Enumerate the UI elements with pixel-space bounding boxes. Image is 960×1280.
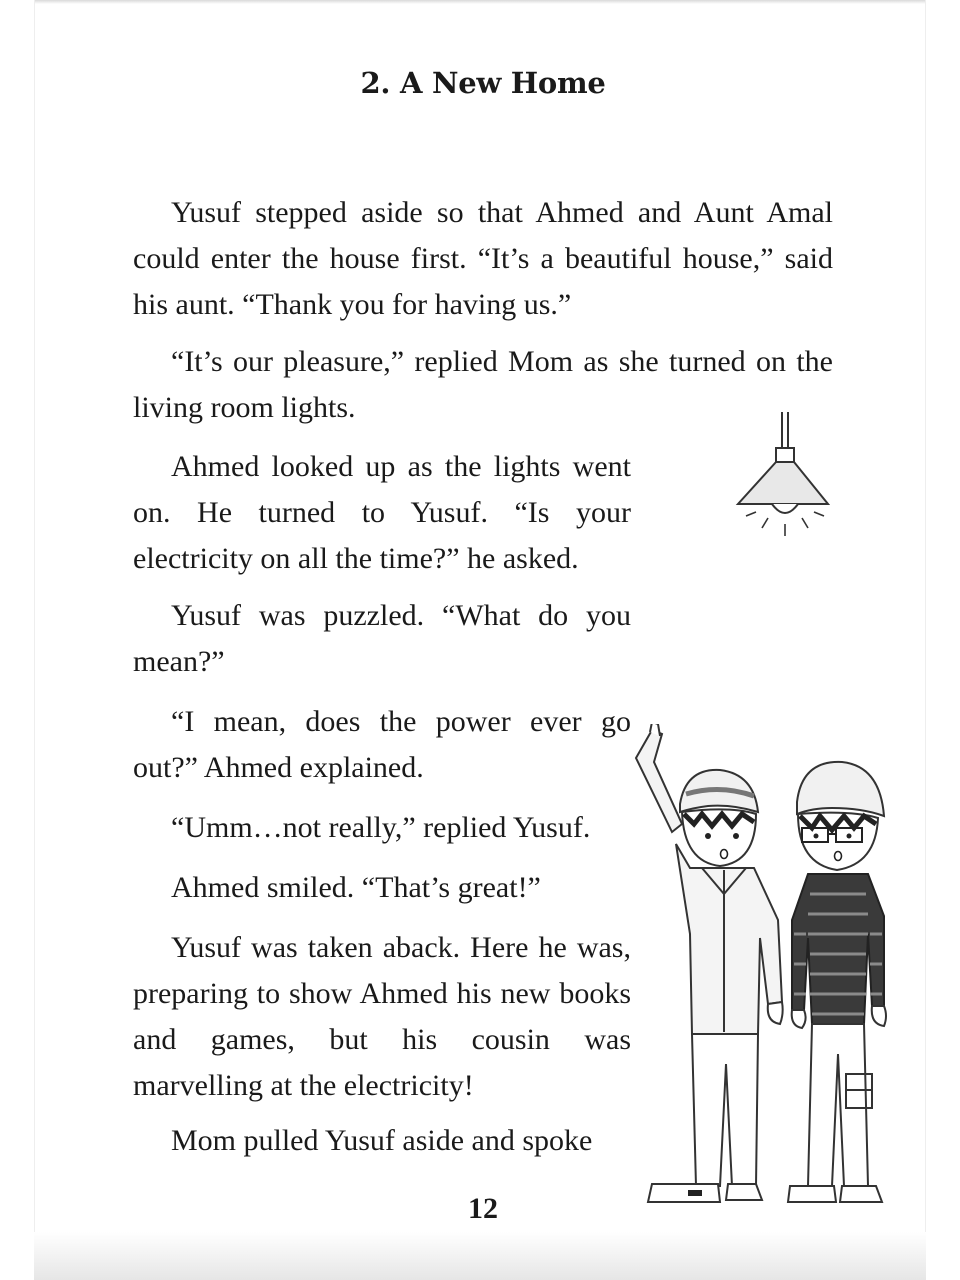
- paragraph-6: “Umm…not really,” replied Yusuf.: [171, 811, 591, 844]
- two-boys-illustration: [632, 724, 892, 1214]
- paragraph-3: Ahmed looked up as the lights went on. He turned to Yusuf. “Is your electricity on all the time?” he asked.: [133, 450, 631, 575]
- page-number: 12: [468, 1192, 498, 1225]
- page-top-edge: [34, 0, 926, 4]
- paragraph-2: “It’s our pleasure,” replied Mom as she turned on the living room lights.: [133, 345, 833, 424]
- page-bottom-edge: [34, 1232, 926, 1280]
- paragraph-9: Mom pulled Yusuf aside and spoke: [171, 1124, 593, 1157]
- paragraph-4: Yusuf was puzzled. “What do you mean?”: [133, 599, 631, 678]
- boy-left: [636, 724, 783, 1202]
- chapter-title: 2. A New Home: [360, 66, 606, 100]
- paragraph-8: Yusuf was taken aback. Here he was, preparing to show Ahmed his new books and games, but his cousin was marvelling at the electricity!: [133, 931, 631, 1102]
- paragraph-5: “I mean, does the power ever go out?” Ahmed explained.: [133, 705, 631, 784]
- paragraph-1: Yusuf stepped aside so that Ahmed and Aunt Amal could enter the house first. “It’s a beautiful house,” said his aunt. “Thank you for having us.”: [133, 196, 833, 321]
- page-left-edge: [34, 0, 35, 1280]
- hanging-lamp-icon: [718, 408, 848, 543]
- page-right-edge: [925, 0, 926, 1280]
- boy-right: [788, 762, 886, 1202]
- paragraph-7: Ahmed smiled. “That’s great!”: [171, 871, 541, 904]
